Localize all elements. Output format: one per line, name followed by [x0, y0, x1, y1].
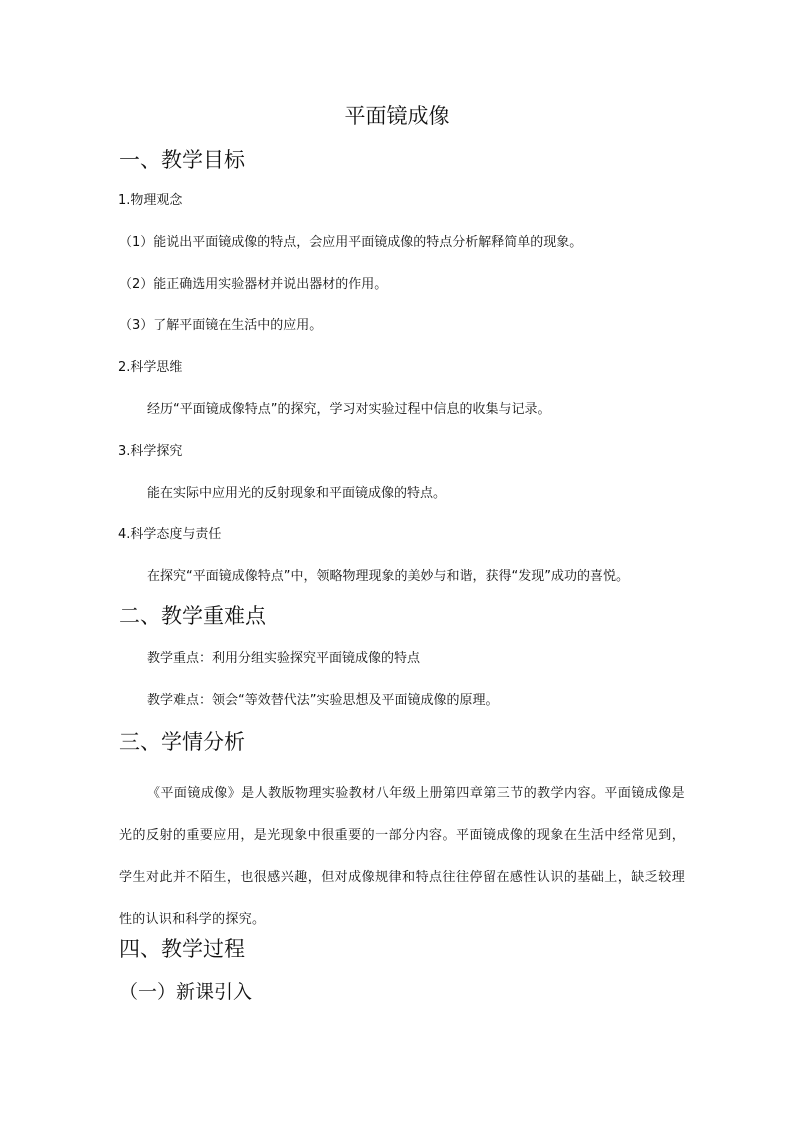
- learner-analysis-paragraph: 《平面镜成像》是人教版物理实验教材八年级上册第四章第三节的教学内容。平面镜成像是光的反射的重要应用，是光现象中很重要的一部分内容。平面镜成像的现象在生活中经常见到，学生对此并不陌生，也很感兴趣，但对成像规律和特点往往停留在感性认识的基础上，缺乏较理性的认识和科学的探究。: [119, 786, 685, 927]
- objective-item-1: （1）能说出平面镜成像的特点，会应用平面镜成像的特点分析解释简单的现象。: [119, 235, 583, 250]
- subheading-scientific-thinking: 2.科学思维: [118, 360, 183, 375]
- attitude-responsibility-text: 在探究“平面镜成像特点”中，领略物理现象的美妙与和谐，获得“发现”成功的喜悦。: [147, 569, 629, 584]
- teaching-difficulty-text: 教学难点：领会“等效替代法”实验思想及平面镜成像的原理。: [147, 693, 499, 708]
- subheading-scientific-inquiry: 3.科学探究: [118, 444, 183, 459]
- teaching-focus-text: 教学重点：利用分组实验探究平面镜成像的特点: [147, 651, 421, 666]
- section-heading-key-points: 二、教学重难点: [119, 604, 266, 628]
- section-heading-learner-analysis: 三、学情分析: [119, 730, 245, 754]
- objective-item-2: （2）能正确选用实验器材并说出器材的作用。: [119, 277, 388, 292]
- scientific-thinking-text: 经历“平面镜成像特点”的探究，学习对实验过程中信息的收集与记录。: [147, 402, 551, 417]
- section-heading-teaching-process: 四、教学过程: [119, 937, 245, 961]
- section-heading-objectives: 一、教学目标: [119, 148, 245, 172]
- subheading-new-lesson-intro: （一）新课引入: [119, 981, 253, 1003]
- objective-item-3: （3）了解平面镜在生活中的应用。: [119, 318, 323, 333]
- subheading-attitude-responsibility: 4.科学态度与责任: [118, 527, 222, 542]
- scientific-inquiry-text: 能在实际中应用光的反射现象和平面镜成像的特点。: [147, 486, 447, 501]
- document-title: 平面镜成像: [344, 104, 450, 128]
- subheading-physics-concept: 1.物理观念: [118, 193, 183, 208]
